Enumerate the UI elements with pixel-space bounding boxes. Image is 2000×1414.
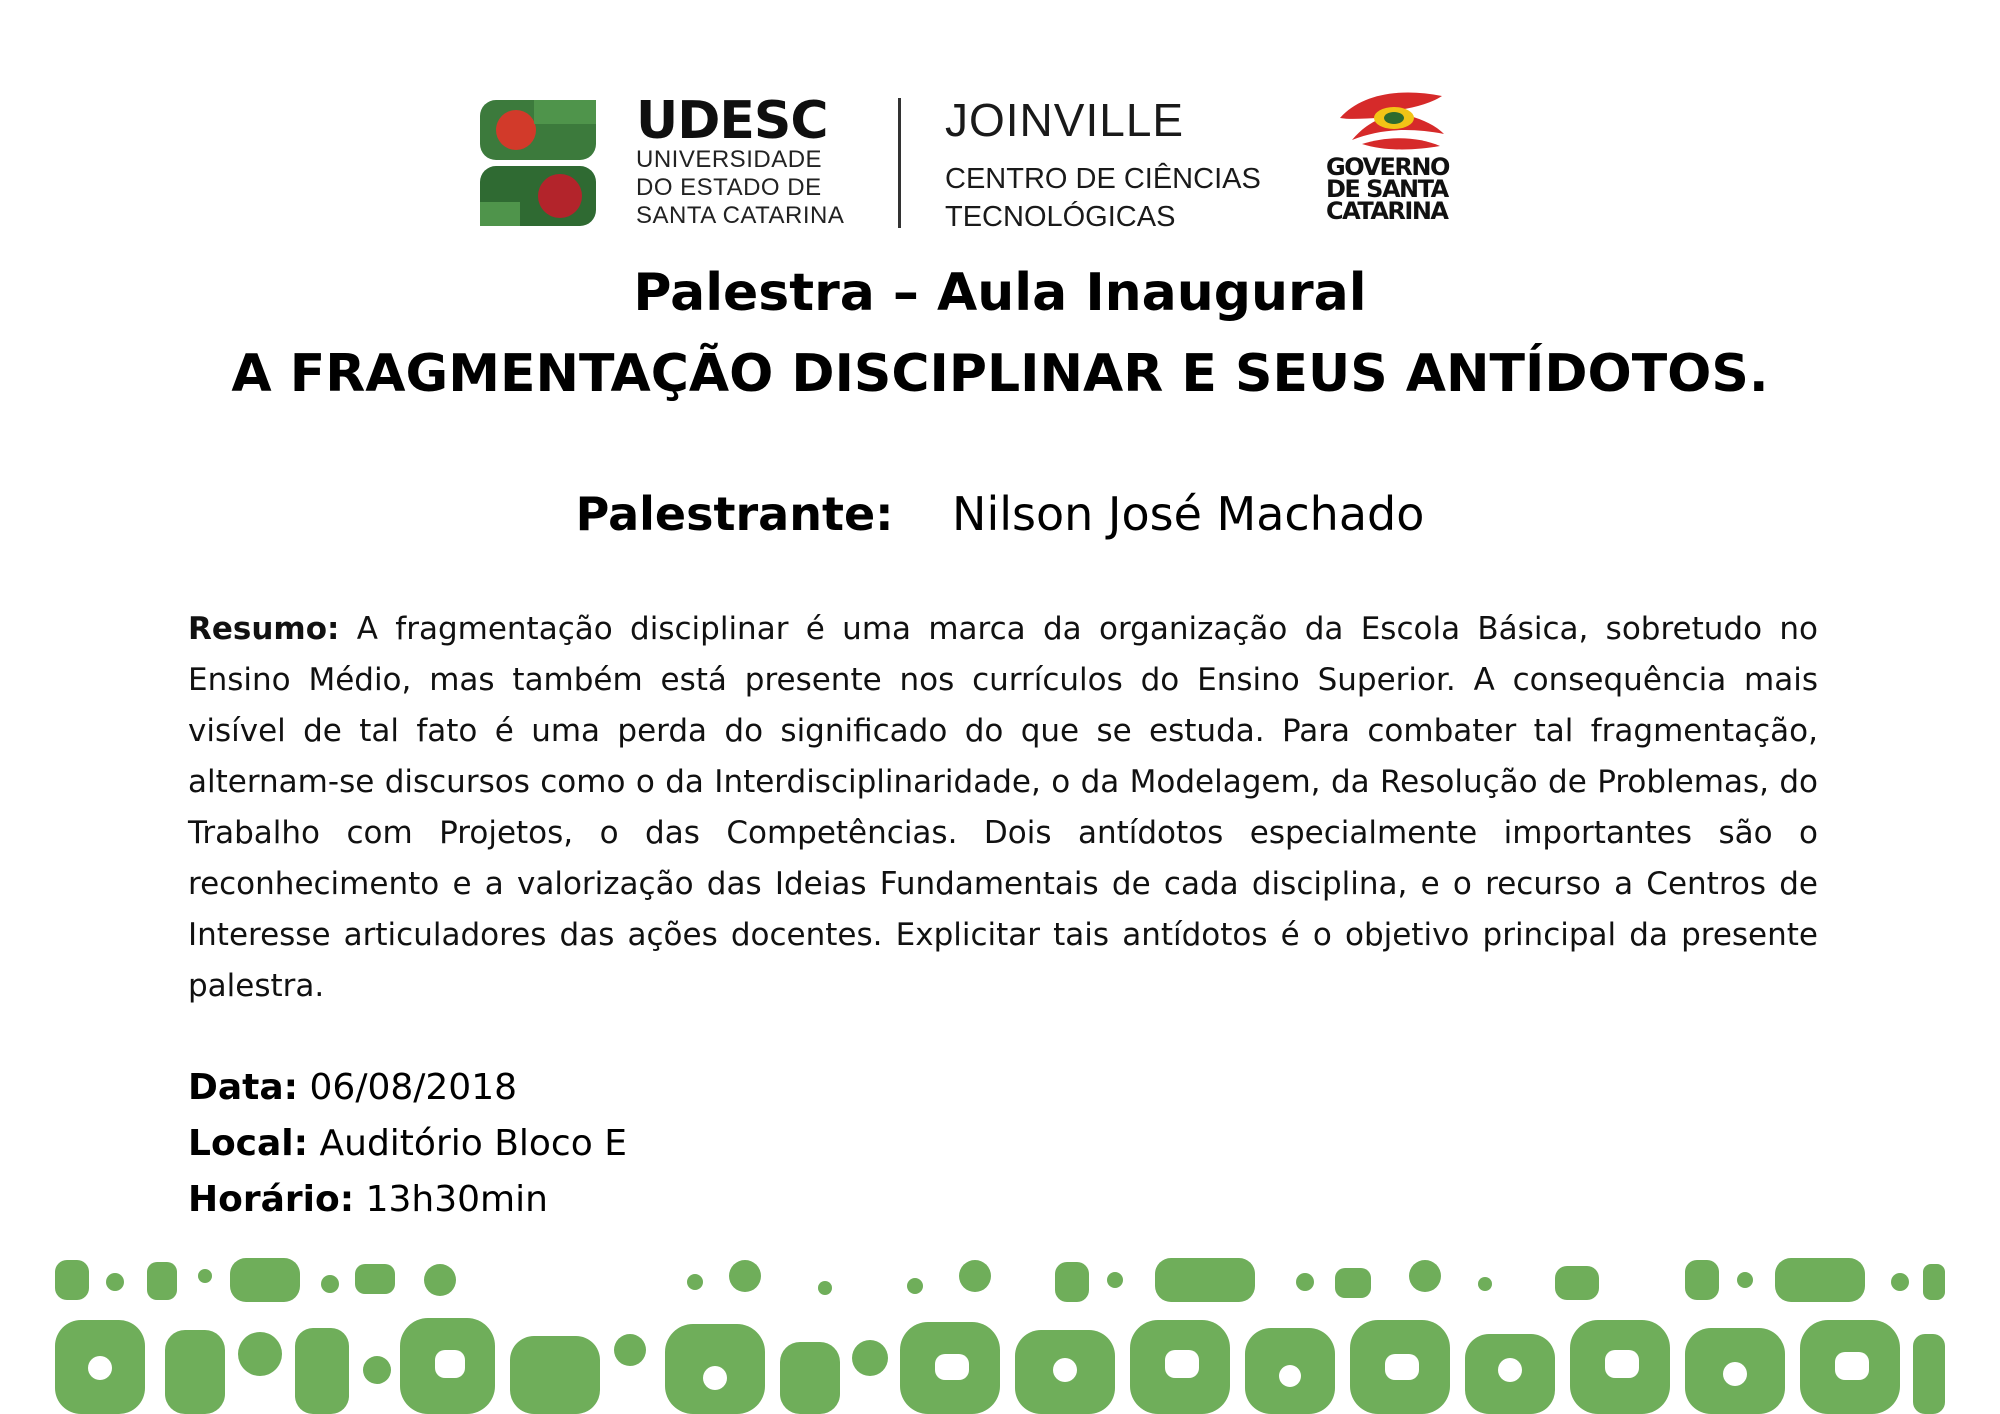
time-value: 13h30min	[365, 1179, 548, 1220]
time-row	[188, 1172, 627, 1228]
event-details	[188, 1060, 627, 1228]
location-value: Auditório Bloco E	[319, 1123, 627, 1164]
event-subtitle: A FRAGMENTAÇÃO DISCIPLINAR E SEUS ANTÍDOTOS.	[231, 344, 1769, 404]
speaker-name: Nilson José Machado	[952, 487, 1425, 541]
udesc-logo-mark	[480, 100, 596, 226]
decorative-pattern-band	[55, 1258, 1945, 1414]
udesc-line-1: UNIVERSIDADE	[636, 146, 823, 173]
campus-line-1: CENTRO DE CIÊNCIAS	[945, 163, 1261, 195]
abstract-label: Resumo:	[188, 611, 340, 647]
gov-line-2: DE SANTA	[1326, 175, 1448, 203]
location-row	[188, 1116, 627, 1172]
government-wordmark	[1326, 153, 1466, 225]
abstract	[188, 604, 1818, 1012]
date-label: Data:	[188, 1067, 299, 1108]
event-title: Palestra – Aula Inaugural	[633, 263, 1367, 323]
time-label: Horário:	[188, 1179, 355, 1220]
location-label: Local:	[188, 1123, 309, 1164]
campus-line-2: TECNOLÓGICAS	[945, 201, 1176, 233]
date-row	[188, 1060, 627, 1116]
udesc-line-2: DO ESTADO DE	[636, 174, 822, 201]
gov-line-3: CATARINA	[1326, 197, 1448, 225]
government-emblem-icon	[1332, 88, 1450, 158]
header	[480, 88, 1480, 238]
speaker-spacer	[908, 487, 937, 541]
udesc-line-3: SANTA CATARINA	[636, 202, 845, 229]
gov-line-1: GOVERNO	[1326, 153, 1449, 181]
header-divider	[898, 98, 901, 228]
speaker-line	[0, 482, 2000, 546]
udesc-name: UDESC	[636, 91, 828, 151]
date-value: 06/08/2018	[309, 1067, 518, 1108]
campus-subtitle	[945, 160, 1305, 236]
campus-title: JOINVILLE	[945, 94, 1185, 146]
abstract-text: A fragmentação disciplinar é uma marca da organização da Escola Básica, sobretudo no Ensino Médio, mas também está presente nos currículos do Ensino Superior. A consequência mais visível de tal fato é uma perda do significado do que se estuda. Para combater tal fragmentação, alternam-se discursos como o da Interdisciplinaridade, o da Modelagem, da Resolução de Problemas, do Trabalho com Projetos, o das Competências. Dois antídotos especialmente importantes são o reconhecimento e a valorização das Ideias Fundamentais de cada disciplina, e o recurso a Centros de Interesse articuladores das ações docentes. Explicitar tais antídotos é o objetivo principal da presente palestra.	[188, 611, 1818, 1004]
udesc-wordmark	[636, 91, 866, 230]
speaker-label: Palestrante:	[575, 487, 894, 541]
